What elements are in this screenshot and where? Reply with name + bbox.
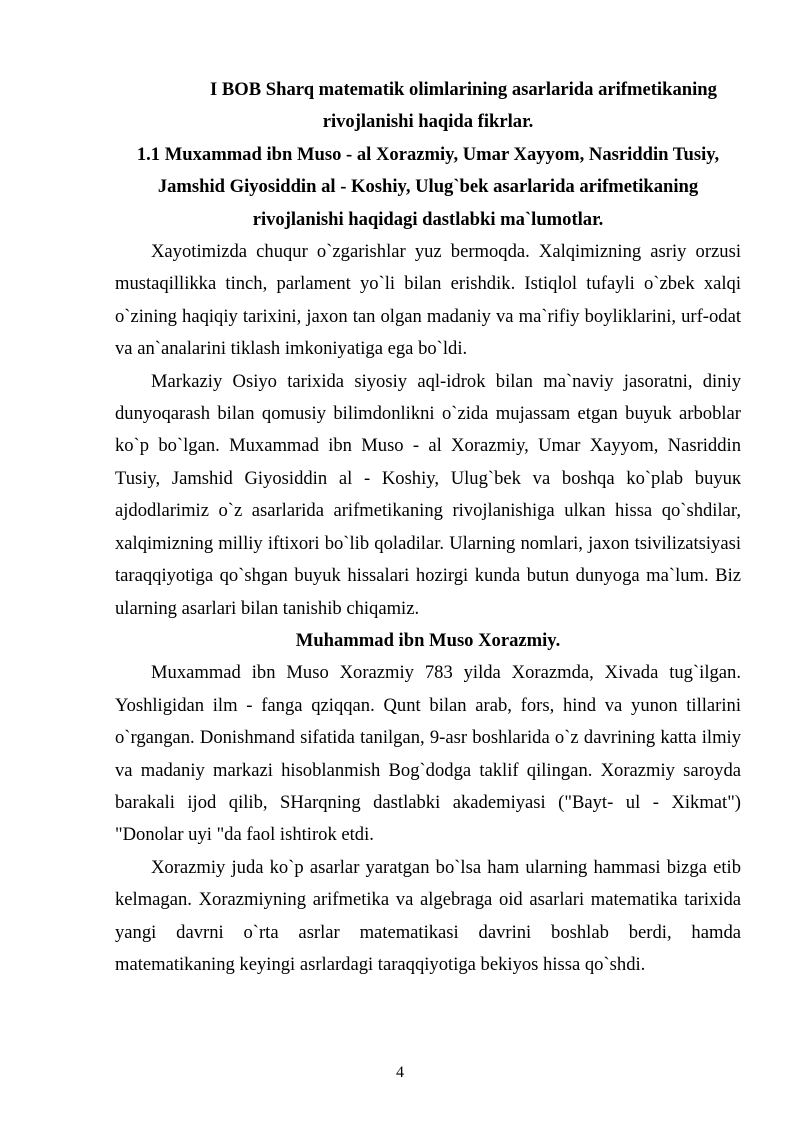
paragraph-intro: Xayotimizda chuqur o`zgarishlar yuz bermoqda. Xalqimizning asriy orzusi mustaqillikka tinch, parlament yo`li bilan erishdik. Istiqlol tufayli o`zbek xalqi o`zining haqiqiy tarixini, jaxon tan olgan madaniy va ma`rifiy boyliklarini, urf-odat va an`analarini tiklash imkoniyatiga ega bo`ldi. [115, 241, 741, 360]
paragraph-works: Xorazmiy juda ko`p asarlar yaratgan bo`lsa ham ularning hammasi bizga etib kelmagan. Xorazmiyning arifmetika va algebraga oid asarlari matematika tarixida yangi davrni o`rta asrlar matematikasi davrini boshlab berdi, hamda matematikaning keyingi asrlardagi taraqqiyotiga bekiyos hissa qo`shdi. [115, 856, 741, 975]
chapter-title-line1: I BOB Sharq matematik olimlarining asarlarida arifmetikaning [210, 79, 717, 100]
paragraph-biography: Muxammad ibn Muso Xorazmiy 783 yilda Xorazmda, Xivada tug`ilgan. Yoshligidan ilm - fanga qziqqan. Qunt bilan arab, fors, hind va yunon tillarini o`rgangan. Donishmand sifatida tanilgan, 9-asr boshlarida o`z davrining katta ilmiy va madaniy markazi hisoblanmish Bog`dodga taklif qilingan. Xorazmiy saroyda barakali ijod qilib, SHarqning dastlabki akademiyasi ("Bayt- ul - Xikmat") "Donolar uyi "da faol ishtirok etdi. [115, 662, 741, 846]
page-number: 4 [396, 1064, 404, 1081]
section-title: 1.1 Muxammad ibn Muso - al Xorazmiy, Umar Xayyom, Nasriddin Tusiy, Jamshid Giyosiddin al - Koshiy, Ulug`bek asarlarida arifmetikaning rivojlanishi haqidagi dastlabki ma`lumotlar. [136, 143, 720, 230]
chapter-title-line2: rivojlanishi haqida fikrlar. [322, 111, 534, 133]
subheading-xorazmiy: Muhammad ibn Muso Xorazmiy. [295, 629, 561, 651]
paragraph-scholars: Markaziy Osiyo tarixida siyosiy aql-idrok bilan ma`naviy jasoratni, diniy dunyoqarash bilan qomusiy bilimdonlikni o`zida mujassam etgan buyuk arboblar ko`p bo`lgan. Muxammad ibn Muso - al Xorazmiy, Umar Xayyom, Nasriddin Tusiy, Jamshid Giyosiddin al - Koshiy, Ulug`bek va boshqa ko`plab buyuк ajdodlarimiz o`z asarlarida arifmetikaning rivojlanishiga ulkan hissa qo`shdilar, xalqimizning milliy iftixori bo`lib qoladilar. Ularning nomlari, jaxon tsivilizatsiyasi taraqqiyotiga qo`shgan buyuk hissalari hozirgi kunda butun dunyoga ma`lum. Biz ularning asarlari bilan tanishib chiqamiz. [115, 370, 741, 619]
chapter-title [115, 74, 741, 139]
page-content [115, 74, 741, 981]
